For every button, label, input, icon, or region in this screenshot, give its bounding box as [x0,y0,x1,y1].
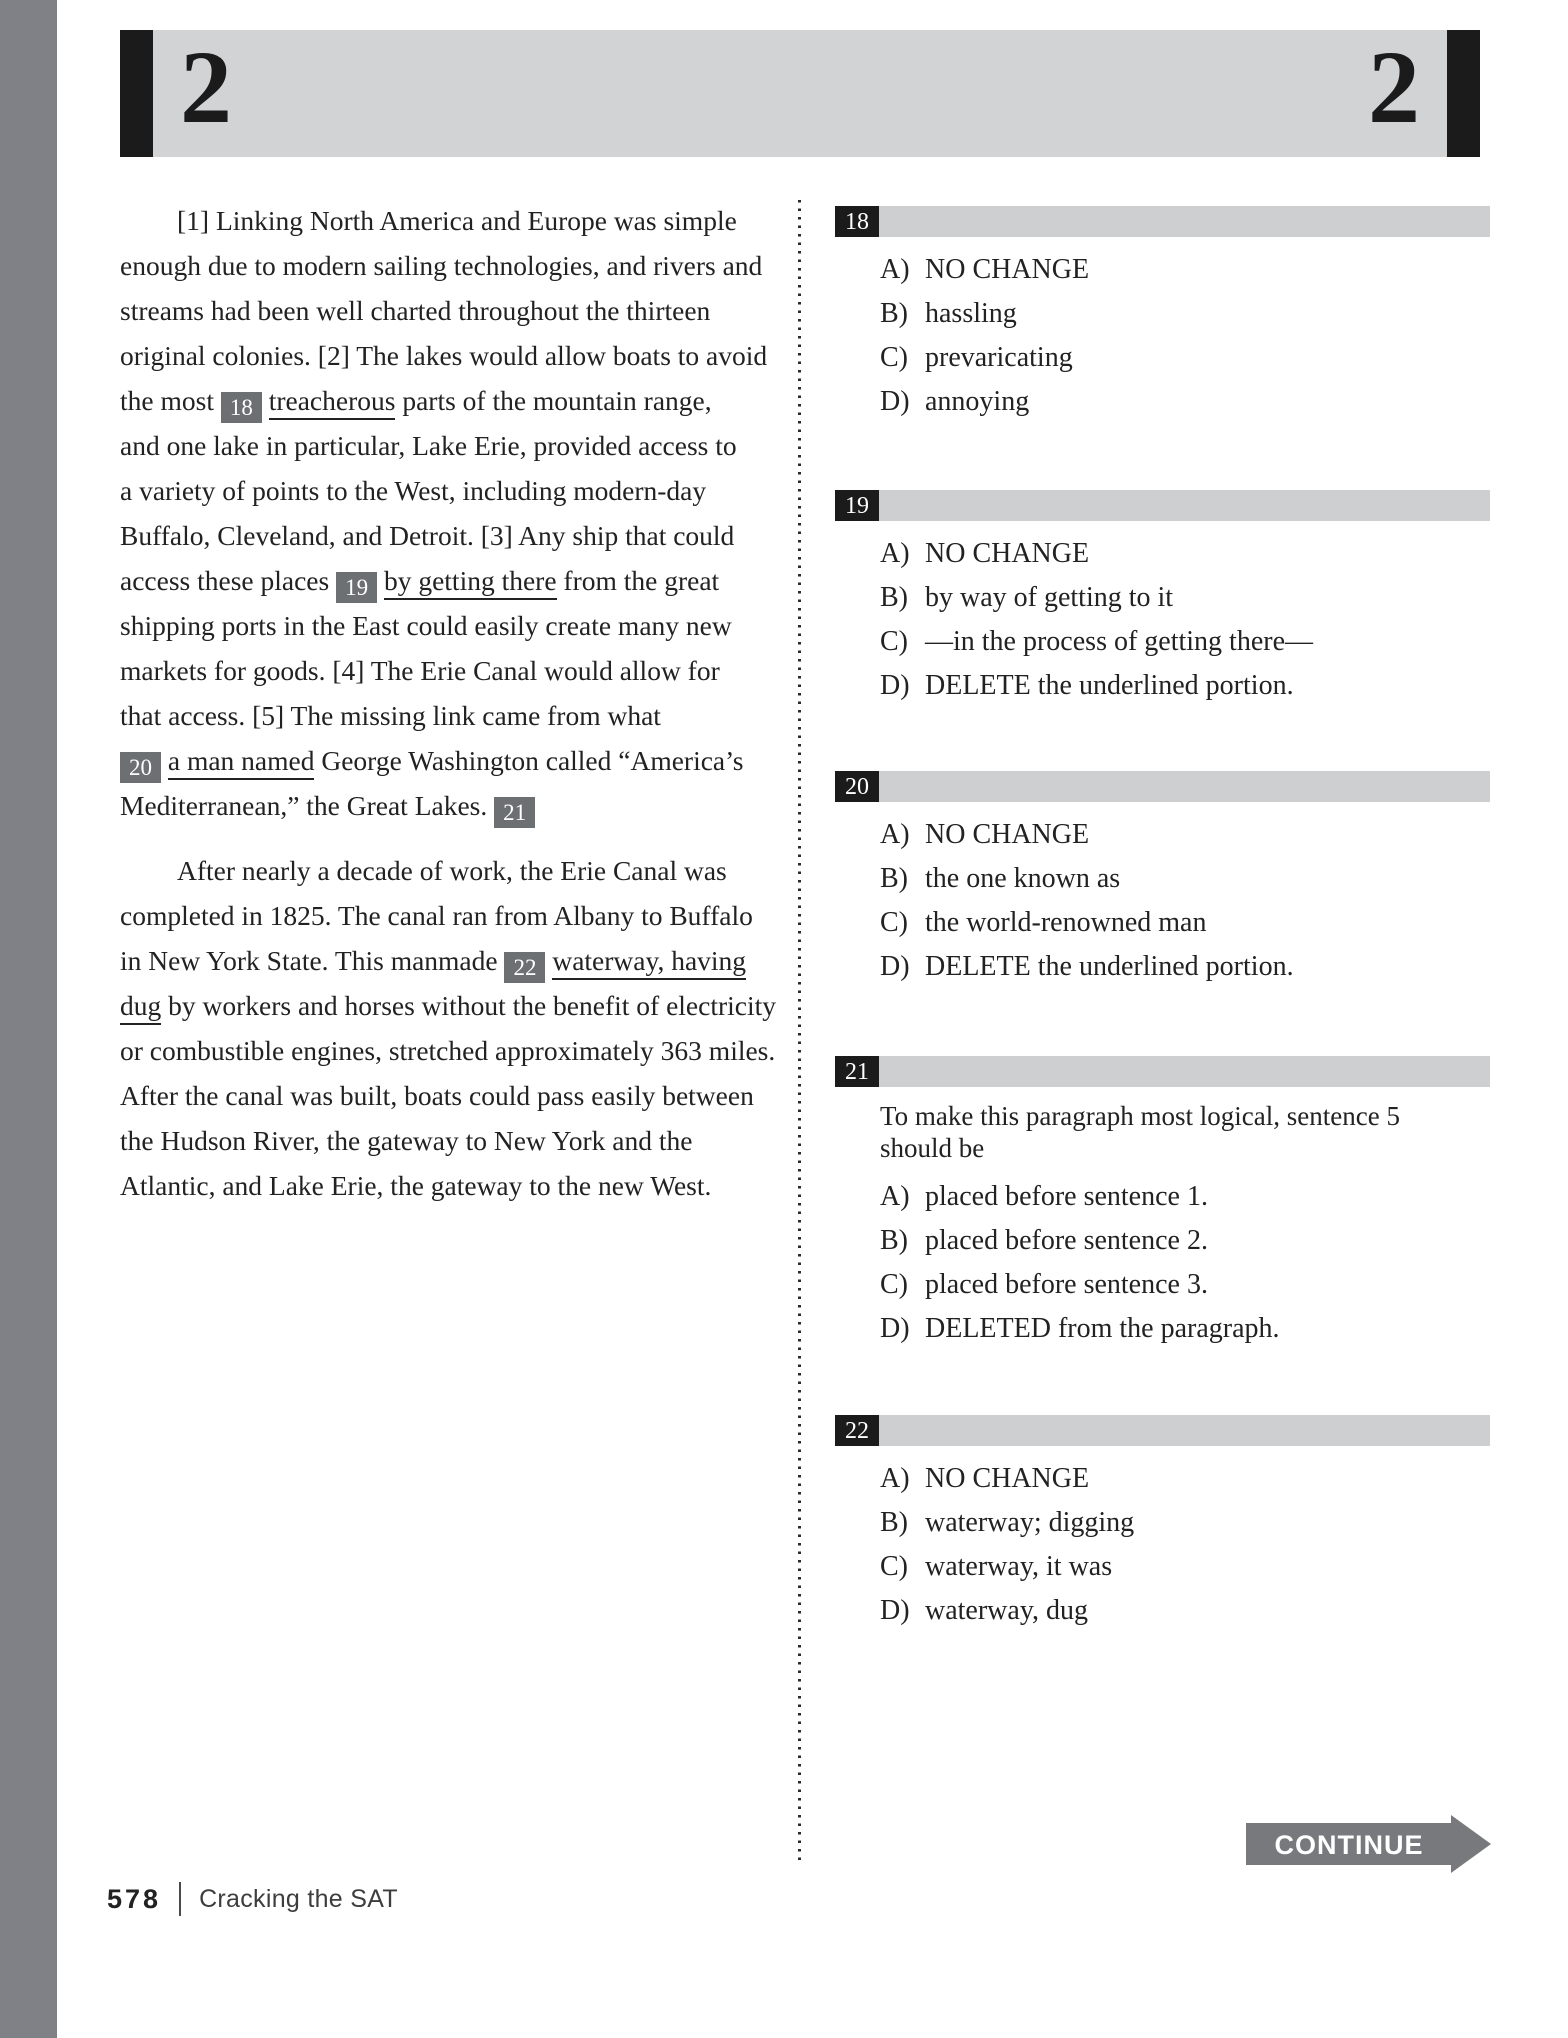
question-number-box: 22 [835,1415,879,1446]
option-text: placed before sentence 2. [925,1225,1208,1256]
options-list [835,1457,1490,1633]
passage-line: Mediterranean,” the Great Lakes. 21 [120,783,800,828]
passage-line: 20 a man named George Washington called “America’s [120,738,800,783]
section-number-left: 2 [180,30,232,146]
question-stem-line: should be [880,1133,985,1163]
option-row [835,1501,1490,1545]
question-number-box: 18 [835,206,879,237]
page-number: 578 [107,1883,162,1914]
continue-arrow [1246,1823,1452,1865]
option-text: waterway, it was [925,1551,1113,1582]
question-stem [880,1100,1480,1164]
question-number-box: 20 [835,771,879,802]
underlined-text: treacherous [269,385,396,420]
option-text: NO CHANGE [925,819,1090,850]
question-number-box: 21 [835,1056,879,1087]
option-text: the world-renowned man [925,907,1207,938]
passage-line: After nearly a decade of work, the Erie Canal was [177,855,727,886]
option-letter: B) [880,582,908,613]
question-header-bar [835,1415,1490,1446]
option-letter: C) [880,907,908,938]
option-letter: D) [880,951,910,982]
passage-line: and one lake in particular, Lake Erie, provided access to [120,430,737,461]
question-18 [835,206,1490,424]
option-row [835,1263,1490,1307]
option-text: waterway, dug [925,1595,1089,1626]
underlined-text: a man named [168,745,315,780]
question-20 [835,771,1490,989]
header-end-bar-left [120,30,153,157]
option-letter: C) [880,1269,908,1300]
inline-question-number-box: 21 [494,797,535,828]
passage-line: Buffalo, Cleveland, and Detroit. [3] Any ship that could [120,520,735,551]
option-text: prevaricating [925,342,1073,373]
underlined-text: by getting there [384,565,557,600]
option-row [835,1545,1490,1589]
continue-arrowhead-icon [1451,1815,1491,1873]
option-text: NO CHANGE [925,538,1090,569]
passage-line: or combustible engines, stretched approximately 363 miles. [120,1035,776,1066]
question-header-bar [835,771,1490,802]
underlined-text: waterway, having [552,945,746,980]
option-letter: A) [880,819,910,850]
passage-line: that access. [5] The missing link came from what [120,700,661,731]
option-row [835,620,1490,664]
inline-question-number-box: 18 [221,392,262,423]
option-row [835,1589,1490,1633]
question-header-bar [835,490,1490,521]
options-list [835,248,1490,424]
option-row [835,1457,1490,1501]
option-letter: A) [880,1463,910,1494]
question-header-bar [835,1056,1490,1087]
passage-paragraph [120,198,800,828]
option-row [835,664,1490,708]
underlined-text: dug [120,990,161,1025]
option-row [835,901,1490,945]
question-number-box: 19 [835,490,879,521]
option-letter: A) [880,538,910,569]
option-text: DELETE the underlined portion. [925,670,1294,701]
passage-line: in New York State. This manmade 22 waterway, having [120,938,800,983]
option-letter: B) [880,1225,908,1256]
question-header-bar [835,206,1490,237]
header-end-bar-right [1447,30,1480,157]
passage-line: enough due to modern sailing technologies, and rivers and [120,250,763,281]
section-number-right: 2 [1368,30,1420,146]
option-text: DELETE the underlined portion. [925,951,1294,982]
passage-line: a variety of points to the West, including modern-day [120,475,707,506]
passage-line: shipping ports in the East could easily create many new [120,610,732,641]
option-text: NO CHANGE [925,254,1090,285]
option-row [835,532,1490,576]
option-letter: C) [880,342,908,373]
option-row [835,336,1490,380]
options-list [835,532,1490,708]
options-list [835,1175,1490,1351]
option-text: placed before sentence 1. [925,1181,1208,1212]
passage-line: the Hudson River, the gateway to New York and the [120,1125,693,1156]
passage-line: access these places 19 by getting there from the great [120,558,800,603]
option-text: annoying [925,386,1030,417]
option-letter: C) [880,1551,908,1582]
page-gutter-strip [0,0,57,2038]
option-text: —in the process of getting there— [925,626,1314,657]
option-letter: D) [880,1595,910,1626]
option-text: the one known as [925,863,1121,894]
option-row [835,945,1490,989]
option-row [835,292,1490,336]
inline-question-number-box: 22 [504,952,545,983]
option-text: DELETED from the paragraph. [925,1313,1280,1344]
option-letter: D) [880,1313,910,1344]
option-letter: B) [880,863,908,894]
option-letter: A) [880,254,910,285]
option-row [835,1175,1490,1219]
option-row [835,857,1490,901]
option-text: waterway; digging [925,1507,1135,1538]
option-text: hassling [925,298,1017,329]
option-text: placed before sentence 3. [925,1269,1208,1300]
passage-line: completed in 1825. The canal ran from Albany to Buffalo [120,900,753,931]
option-letter: B) [880,1507,908,1538]
inline-question-number-box: 20 [120,752,161,783]
passage-line: markets for goods. [4] The Erie Canal would allow for [120,655,720,686]
book-title: Cracking the SAT [199,1884,398,1913]
continue-label: CONTINUE [1246,1823,1452,1865]
passage-line: After the canal was built, boats could pass easily between [120,1080,754,1111]
option-row [835,1219,1490,1263]
option-letter: B) [880,298,908,329]
page-footer [107,1882,398,1916]
option-letter: D) [880,670,910,701]
passage-line: Atlantic, and Lake Erie, the gateway to the new West. [120,1170,712,1201]
passage-line: original colonies. [2] The lakes would allow boats to avoid [120,340,768,371]
option-text: NO CHANGE [925,1463,1090,1494]
passage-line: the most 18 treacherous parts of the mountain range, [120,378,800,423]
passage-line: dug by workers and horses without the benefit of electricity [120,983,800,1028]
option-row [835,576,1490,620]
footer-divider [179,1882,181,1916]
option-row [835,380,1490,424]
passage-paragraph [120,848,800,1208]
inline-question-number-box: 19 [336,572,377,603]
option-letter: A) [880,1181,910,1212]
option-letter: D) [880,386,910,417]
question-21 [835,1056,1490,1351]
question-22 [835,1415,1490,1633]
passage-line: [1] Linking North America and Europe was simple [177,205,737,236]
option-row [835,248,1490,292]
option-row [835,1307,1490,1351]
passage-line: streams had been well charted throughout the thirteen [120,295,711,326]
question-19 [835,490,1490,708]
option-letter: C) [880,626,908,657]
option-text: by way of getting to it [925,582,1174,613]
option-row [835,813,1490,857]
options-list [835,813,1490,989]
section-header-banner [120,30,1480,157]
question-stem-line: To make this paragraph most logical, sentence 5 [880,1101,1400,1131]
